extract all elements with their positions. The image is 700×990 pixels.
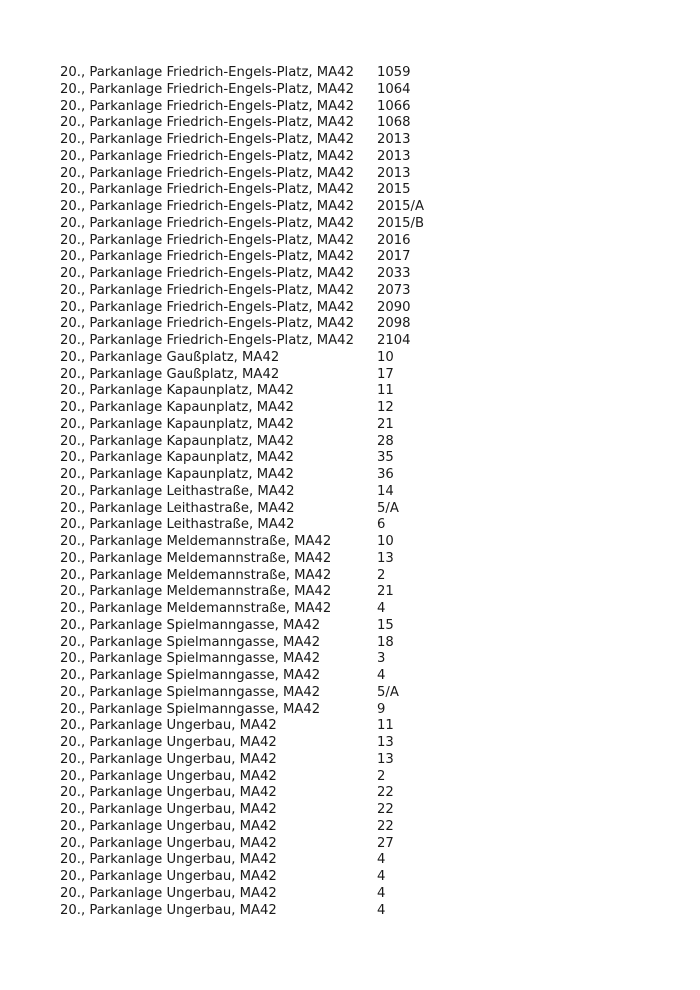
list-item [60, 283, 660, 300]
location-number: 2013 [377, 148, 411, 164]
location-text: 20., Parkanlage Spielmanngasse, MA42 [60, 684, 321, 700]
list-item [60, 501, 660, 518]
location-number: 2015/B [377, 215, 425, 231]
list-item [60, 836, 660, 853]
location-text: 20., Parkanlage Friedrich-Engels-Platz, MA42 [60, 266, 354, 281]
location-number: 2015 [377, 182, 411, 198]
location-number: 2017 [377, 249, 411, 265]
location-number: 2 [377, 567, 386, 583]
location-number: 1059 [377, 65, 411, 80]
location-number: 17 [377, 366, 394, 382]
list-item [60, 199, 660, 216]
location-text: 20., Parkanlage Friedrich-Engels-Platz, MA42 [60, 299, 354, 315]
location-text: 20., Parkanlage Friedrich-Engels-Platz, MA42 [60, 333, 354, 348]
location-text: 20., Parkanlage Ungerbau, MA42 [60, 885, 277, 901]
list-item [60, 115, 660, 132]
location-number: 2015/A [377, 199, 425, 214]
list-item [60, 65, 660, 82]
location-number: 1064 [377, 81, 411, 97]
location-number: 13 [377, 550, 394, 566]
list-item [60, 618, 660, 635]
location-text: 20., Parkanlage Friedrich-Engels-Platz, MA42 [60, 98, 354, 114]
location-number: 4 [377, 902, 386, 918]
list-item [60, 350, 660, 367]
location-text: 20., Parkanlage Ungerbau, MA42 [60, 751, 277, 767]
location-text: 20., Parkanlage Friedrich-Engels-Platz, MA42 [60, 316, 354, 332]
list-item [60, 551, 660, 568]
list-item [60, 400, 660, 417]
list-item [60, 166, 660, 183]
list-item [60, 802, 660, 819]
list-item [60, 316, 660, 333]
location-number: 27 [377, 835, 394, 851]
location-number: 2016 [377, 232, 411, 248]
location-text: 20., Parkanlage Gaußplatz, MA42 [60, 349, 280, 365]
location-text: 20., Parkanlage Friedrich-Engels-Platz, MA42 [60, 249, 354, 265]
list-item [60, 718, 660, 735]
location-number: 2033 [377, 266, 411, 281]
location-text: 20., Parkanlage Ungerbau, MA42 [60, 902, 277, 918]
location-number: 5/A [377, 500, 399, 516]
location-number: 22 [377, 785, 394, 801]
location-number: 21 [377, 416, 394, 432]
location-number: 14 [377, 483, 394, 499]
location-text: 20., Parkanlage Friedrich-Engels-Platz, MA42 [60, 232, 354, 248]
list-item [60, 735, 660, 752]
location-number: 2013 [377, 165, 411, 181]
location-text: 20., Parkanlage Spielmanngasse, MA42 [60, 617, 321, 633]
location-list [60, 65, 660, 919]
location-text: 20., Parkanlage Friedrich-Engels-Platz, MA42 [60, 115, 354, 131]
location-text: 20., Parkanlage Kapaunplatz, MA42 [60, 450, 294, 466]
list-item [60, 266, 660, 283]
location-text: 20., Parkanlage Ungerbau, MA42 [60, 852, 277, 868]
location-text: 20., Parkanlage Ungerbau, MA42 [60, 818, 277, 834]
list-item [60, 484, 660, 501]
location-number: 2104 [377, 333, 411, 348]
location-number: 18 [377, 634, 394, 650]
location-text: 20., Parkanlage Ungerbau, MA42 [60, 835, 277, 851]
location-number: 4 [377, 601, 386, 616]
list-item [60, 635, 660, 652]
location-text: 20., Parkanlage Meldemannstraße, MA42 [60, 601, 332, 616]
list-item [60, 467, 660, 484]
location-text: 20., Parkanlage Friedrich-Engels-Platz, MA42 [60, 132, 354, 147]
location-number: 9 [377, 701, 386, 717]
location-number: 13 [377, 735, 394, 750]
location-number: 4 [377, 869, 386, 884]
location-number: 11 [377, 718, 394, 734]
list-item [60, 903, 660, 920]
list-item [60, 886, 660, 903]
location-number: 6 [377, 517, 386, 533]
list-item [60, 568, 660, 585]
list-item [60, 434, 660, 451]
location-text: 20., Parkanlage Kapaunplatz, MA42 [60, 433, 294, 449]
location-number: 4 [377, 668, 386, 683]
location-number: 21 [377, 584, 394, 600]
location-number: 5/A [377, 684, 399, 700]
location-text: 20., Parkanlage Leithastraße, MA42 [60, 500, 295, 516]
list-item [60, 869, 660, 886]
list-item [60, 819, 660, 836]
list-item [60, 601, 660, 618]
location-text: 20., Parkanlage Gaußplatz, MA42 [60, 366, 280, 382]
location-number: 1068 [377, 115, 411, 131]
list-item [60, 233, 660, 250]
location-text: 20., Parkanlage Spielmanngasse, MA42 [60, 651, 321, 667]
list-item [60, 668, 660, 685]
location-text: 20., Parkanlage Kapaunplatz, MA42 [60, 416, 294, 432]
list-item [60, 383, 660, 400]
list-item [60, 852, 660, 869]
location-text: 20., Parkanlage Spielmanngasse, MA42 [60, 701, 321, 717]
list-item [60, 450, 660, 467]
list-item [60, 216, 660, 233]
list-item [60, 367, 660, 384]
location-text: 20., Parkanlage Spielmanngasse, MA42 [60, 668, 321, 683]
location-number: 2 [377, 768, 386, 784]
location-number: 10 [377, 534, 394, 549]
location-text: 20., Parkanlage Friedrich-Engels-Platz, MA42 [60, 165, 354, 181]
location-text: 20., Parkanlage Friedrich-Engels-Platz, MA42 [60, 215, 354, 231]
list-item [60, 584, 660, 601]
list-item [60, 685, 660, 702]
location-text: 20., Parkanlage Leithastraße, MA42 [60, 517, 295, 533]
location-number: 11 [377, 383, 394, 399]
location-text: 20., Parkanlage Meldemannstraße, MA42 [60, 584, 332, 600]
location-text: 20., Parkanlage Ungerbau, MA42 [60, 785, 277, 801]
location-number: 22 [377, 802, 394, 817]
list-item [60, 132, 660, 149]
location-text: 20., Parkanlage Friedrich-Engels-Platz, MA42 [60, 81, 354, 97]
location-number: 4 [377, 885, 386, 901]
location-text: 20., Parkanlage Spielmanngasse, MA42 [60, 634, 321, 650]
list-item [60, 149, 660, 166]
location-text: 20., Parkanlage Friedrich-Engels-Platz, MA42 [60, 182, 354, 198]
location-number: 2013 [377, 132, 411, 147]
location-number: 3 [377, 651, 386, 667]
list-item [60, 752, 660, 769]
location-number: 2073 [377, 282, 411, 298]
list-item [60, 417, 660, 434]
location-number: 36 [377, 467, 394, 482]
location-text: 20., Parkanlage Ungerbau, MA42 [60, 718, 277, 734]
location-text: 20., Parkanlage Friedrich-Engels-Platz, MA42 [60, 199, 354, 214]
list-item [60, 651, 660, 668]
location-text: 20., Parkanlage Ungerbau, MA42 [60, 735, 277, 750]
location-number: 1066 [377, 98, 411, 114]
location-number: 28 [377, 433, 394, 449]
location-number: 12 [377, 400, 394, 415]
location-text: 20., Parkanlage Meldemannstraße, MA42 [60, 567, 332, 583]
list-item [60, 517, 660, 534]
list-item [60, 534, 660, 551]
location-number: 15 [377, 617, 394, 633]
location-number: 4 [377, 852, 386, 868]
location-text: 20., Parkanlage Ungerbau, MA42 [60, 768, 277, 784]
location-text: 20., Parkanlage Kapaunplatz, MA42 [60, 383, 294, 399]
location-text: 20., Parkanlage Kapaunplatz, MA42 [60, 467, 294, 482]
list-item [60, 333, 660, 350]
list-item [60, 300, 660, 317]
location-number: 35 [377, 450, 394, 466]
list-item [60, 702, 660, 719]
location-text: 20., Parkanlage Friedrich-Engels-Platz, MA42 [60, 282, 354, 298]
location-number: 2098 [377, 316, 411, 332]
location-text: 20., Parkanlage Leithastraße, MA42 [60, 483, 295, 499]
location-number: 2090 [377, 299, 411, 315]
list-item [60, 82, 660, 99]
location-text: 20., Parkanlage Ungerbau, MA42 [60, 802, 277, 817]
location-text: 20., Parkanlage Friedrich-Engels-Platz, MA42 [60, 148, 354, 164]
location-text: 20., Parkanlage Meldemannstraße, MA42 [60, 534, 332, 549]
location-text: 20., Parkanlage Meldemannstraße, MA42 [60, 550, 332, 566]
location-text: 20., Parkanlage Ungerbau, MA42 [60, 869, 277, 884]
location-number: 13 [377, 751, 394, 767]
list-item [60, 249, 660, 266]
location-text: 20., Parkanlage Kapaunplatz, MA42 [60, 400, 294, 415]
location-text: 20., Parkanlage Friedrich-Engels-Platz, MA42 [60, 65, 354, 80]
list-item [60, 182, 660, 199]
list-item [60, 769, 660, 786]
location-number: 22 [377, 818, 394, 834]
list-item [60, 99, 660, 116]
list-item [60, 785, 660, 802]
location-number: 10 [377, 349, 394, 365]
